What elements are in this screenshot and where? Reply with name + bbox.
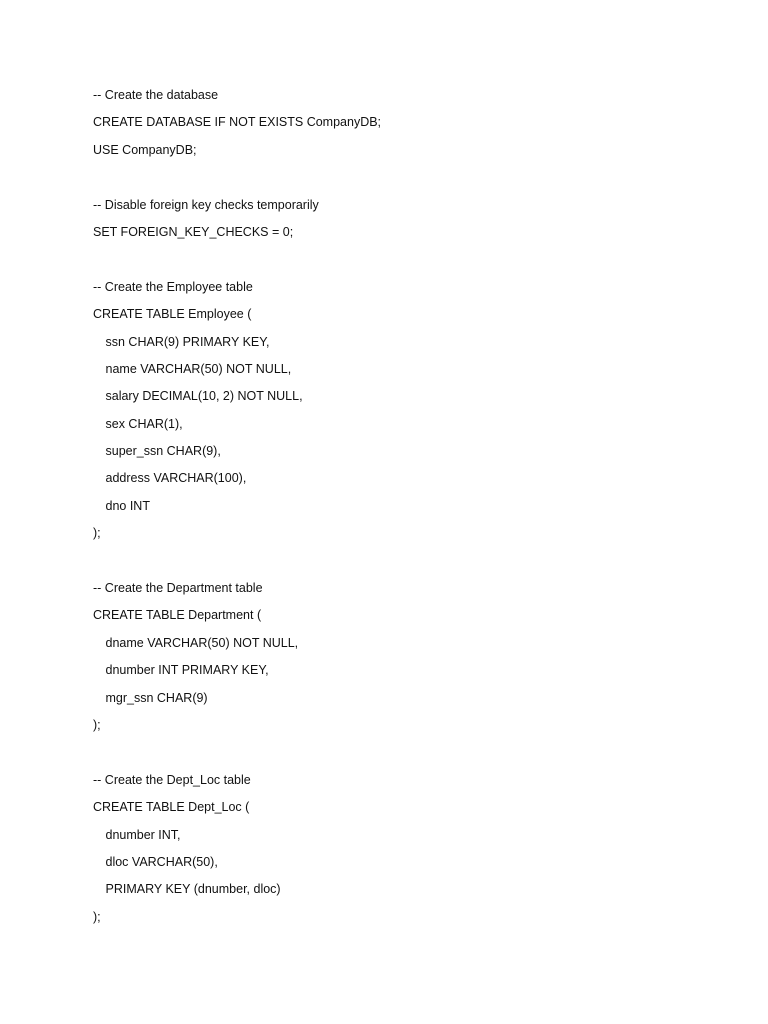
comment-line: -- Disable foreign key checks temporarily — [93, 197, 319, 212]
sql-statement-line: ); — [93, 909, 101, 924]
blank-line — [93, 743, 693, 770]
column-definition-line: PRIMARY KEY (dnumber, dloc) — [105, 882, 281, 897]
comment-line: -- Create the Employee table — [93, 279, 253, 294]
column-definition-line: dloc VARCHAR(50), — [105, 854, 218, 869]
sql-script-body — [93, 86, 693, 935]
column-definition-line: sex CHAR(1), — [105, 416, 183, 431]
comment-line: -- Create the Dept_Loc table — [93, 772, 251, 787]
column-definition-line: dno INT — [105, 498, 150, 513]
column-definition-line: name VARCHAR(50) NOT NULL, — [105, 361, 292, 376]
column-definition-line: address VARCHAR(100), — [105, 471, 247, 486]
comment-line: -- Create the database — [93, 88, 219, 102]
sql-statement-line: ); — [93, 717, 101, 732]
column-definition-line: mgr_ssn CHAR(9) — [105, 690, 208, 705]
sql-statement-line: ); — [93, 526, 101, 541]
column-definition-line: salary DECIMAL(10, 2) NOT NULL, — [105, 389, 303, 404]
column-definition-line: dnumber INT PRIMARY KEY, — [105, 663, 269, 678]
sql-statement-line: CREATE DATABASE IF NOT EXISTS CompanyDB; — [93, 115, 382, 130]
column-definition-line: super_ssn CHAR(9), — [105, 444, 221, 459]
sql-statement-line: SET FOREIGN_KEY_CHECKS = 0; — [93, 224, 294, 239]
column-definition-line: dname VARCHAR(50) NOT NULL, — [105, 635, 299, 650]
blank-line — [93, 168, 693, 195]
column-definition-line: dnumber INT, — [105, 827, 181, 842]
sql-statement-line: CREATE TABLE Dept_Loc ( — [93, 800, 250, 815]
column-definition-line: ssn CHAR(9) PRIMARY KEY, — [105, 334, 270, 349]
sql-statement-line: CREATE TABLE Department ( — [93, 608, 262, 623]
blank-line — [93, 552, 693, 579]
blank-line — [93, 250, 693, 277]
sql-statement-line: CREATE TABLE Employee ( — [93, 307, 252, 322]
sql-statement-line: USE CompanyDB; — [93, 142, 197, 157]
comment-line: -- Create the Department table — [93, 581, 263, 596]
